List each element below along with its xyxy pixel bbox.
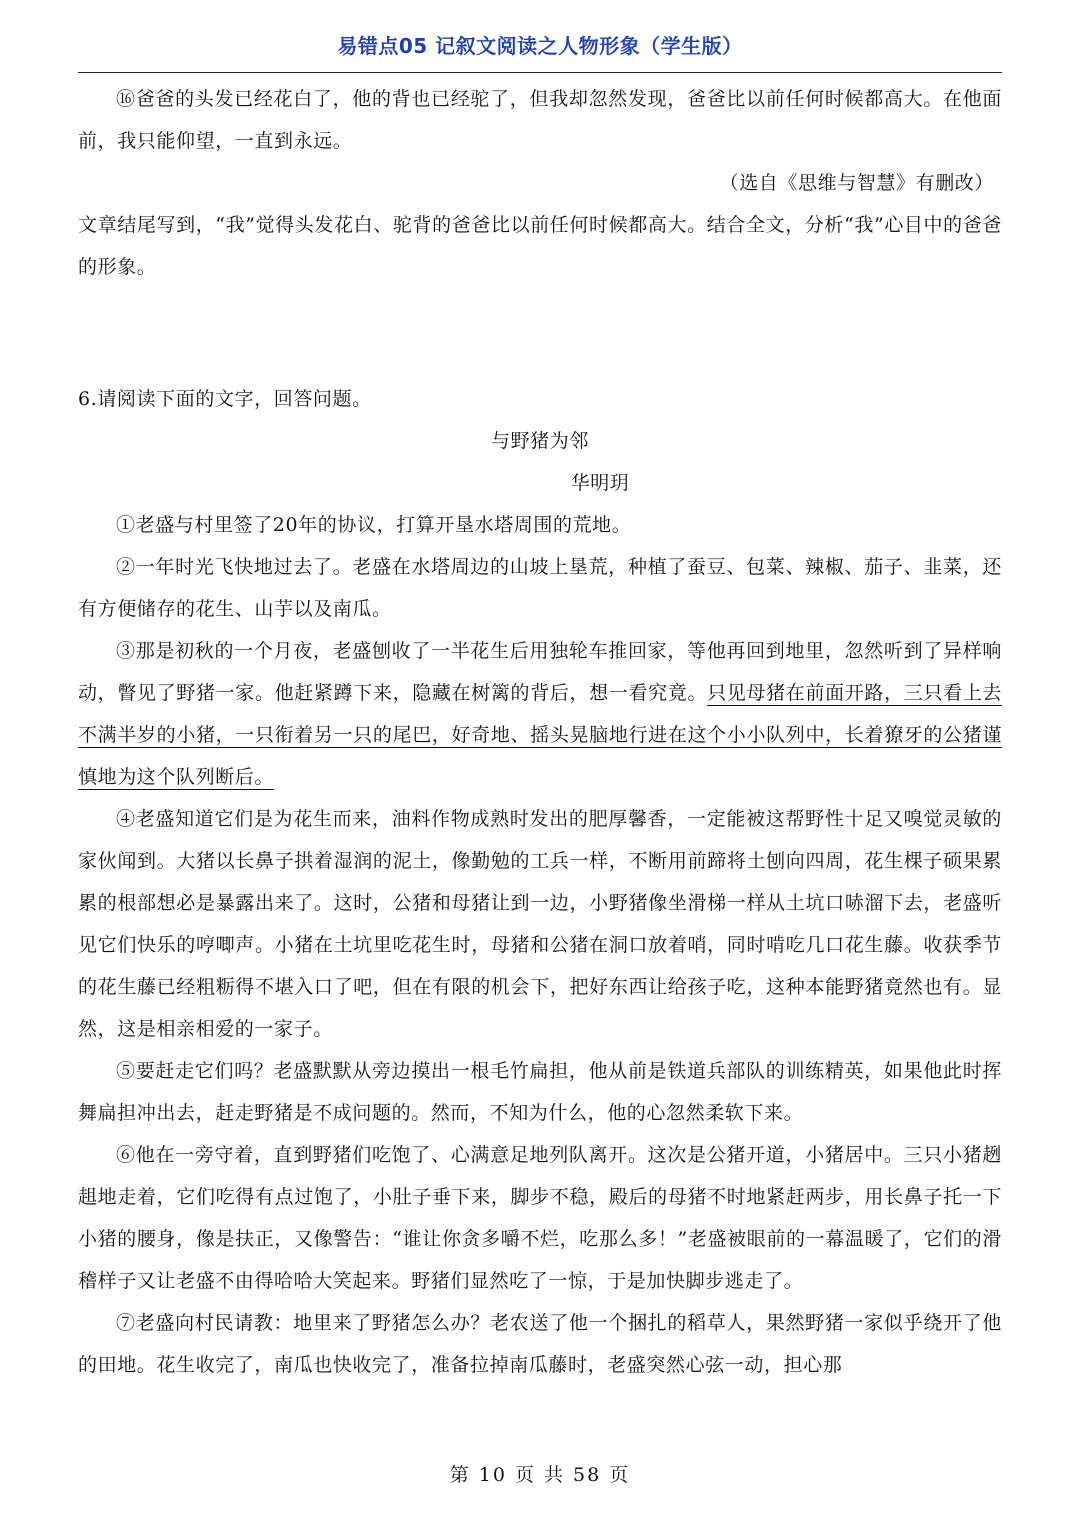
answer-space (78, 288, 1002, 378)
paragraph-6: ⑥他在一旁守着，直到野猪们吃饱了、心满意足地列队离开。这次是公猪开道，小猪居中。三只小猪趔趄地走着，它们吃得有点过饱了，小肚子垂下来，脚步不稳，殿后的母猪不时地紧赶两步，用长鼻子托一下小猪的腰身，像是扶正，又像警告：“谁让你贪多嚼不烂，吃那么多！”老盛被眼前的一幕温暖了，它们的滑稽样子又让老盛不由得哈哈大笑起来。野猪们显然吃了一惊，于是加快脚步逃走了。 (78, 1144, 1002, 1292)
paragraph-3-underlined-text: 只见母猪在前面开路，三只看上去不满半岁的小猪，一只衔着另一只的尾巴，好奇地、摇头晃脑地行进在这个小小队列中，长着獠牙的公猪谨慎地为这个队列断后。 (78, 682, 1002, 788)
page-footer: 第 10 页 共 58 页 (449, 1464, 631, 1486)
header-divider (78, 72, 1002, 73)
question-text: 文章结尾写到，“我”觉得头发花白、驼背的爸爸比以前任何时候都高大。结合全文，分析“我”心目中的爸爸的形象。 (78, 214, 1002, 278)
paragraph-4: ④老盛知道它们是为花生而来，油料作物成熟时发出的肥厚馨香，一定能被这帮野性十足又嗅觉灵敏的家伙闻到。大猪以长鼻子拱着湿润的泥土，像勤勉的工兵一样，不断用前蹄将土刨向四周，花生棵子硕果累累的根部想必是暴露出来了。这时，公猪和母猪让到一边，小野猪像坐滑梯一样从土坑口哧溜下去，老盛听见它们快乐的哼唧声。小猪在土坑里吃花生时，母猪和公猪在洞口放着哨，同时啃吃几口花生藤。收获季节的花生藤已经粗粝得不堪入口了吧，但在有限的机会下，把好东西让给孩子吃，这种本能野猪竟然也有。显然，这是相亲相爱的一家子。 (78, 808, 1002, 1040)
question-6-prompt: 6.请阅读下面的文字，回答问题。 (78, 388, 372, 410)
page-header-title: 易错点05 记叙文阅读之人物形象（学生版） (337, 34, 743, 58)
paragraph-1: ①老盛与村里签了20年的协议，打算开垦水塔周围的荒地。 (116, 514, 632, 536)
paragraph-7: ⑦老盛向村民请教：地里来了野猪怎么办？老农送了他一个捆扎的稻草人，果然野猪一家似乎绕开了他的田地。花生收完了，南瓜也快收完了，准备拉掉南瓜藤时，老盛突然心弦一动，担心那 (78, 1312, 1002, 1376)
article-author: 华明玥 (570, 472, 630, 494)
article-title: 与野猪为邻 (490, 430, 589, 452)
paragraph-16: ⑯爸爸的头发已经花白了，他的背也已经驼了，但我却忽然发现，爸爸比以前任何时候都高大。在他面前，我只能仰望，一直到永远。 (78, 88, 1002, 152)
paragraph-3-text: ③那是初秋的一个月夜，老盛刨收了一半花生后用独轮车推回家，等他再回到地里，忽然听到了异样响动，瞥见了野猪一家。他赶紧蹲下来，隐藏在树篱的背后，想一看究竟。 (78, 640, 1002, 704)
paragraph-5: ⑤要赶走它们吗？老盛默默从旁边摸出一根毛竹扁担，他从前是铁道兵部队的训练精英，如果他此时挥舞扁担冲出去，赶走野猪是不成问题的。然而，不知为什么，他的心忽然柔软下来。 (78, 1060, 1002, 1124)
paragraph-3 (78, 630, 1002, 798)
document-body (78, 78, 1002, 1386)
source-citation: （选自《思维与智慧》有删改） (719, 172, 994, 194)
paragraph-2: ②一年时光飞快地过去了。老盛在水塔周边的山坡上垦荒，种植了蚕豆、包菜、辣椒、茄子、韭菜，还有方便储存的花生、山芋以及南瓜。 (78, 556, 1002, 620)
